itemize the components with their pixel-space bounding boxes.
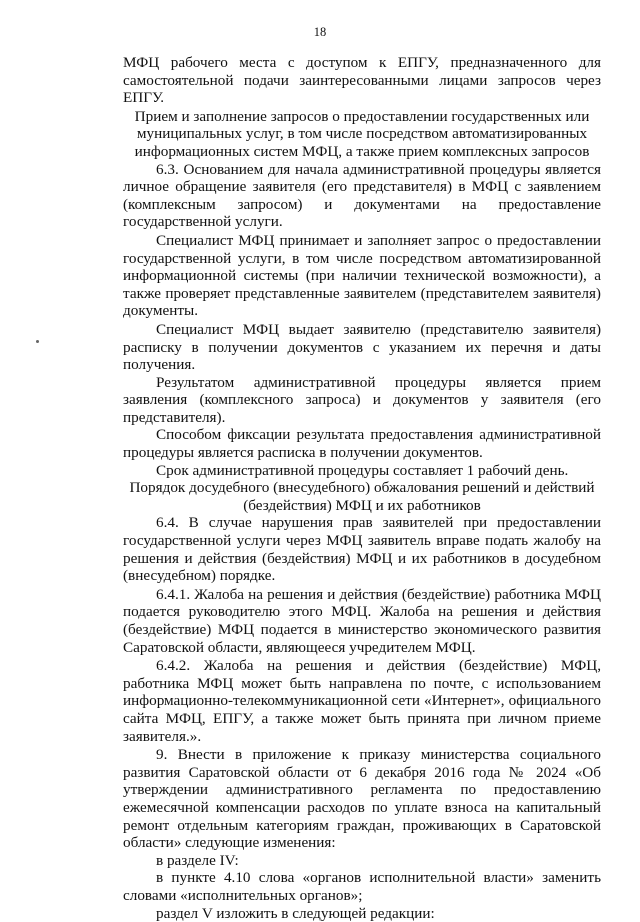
- paragraph: Специалист МФЦ выдает заявителю (представителю заявителя) расписку в получении документов с указанием их перечня и даты получения.: [123, 321, 601, 374]
- section-heading: Прием и заполнение запросов о предоставлении государственных или муниципальных услуг, в том числе посредством автоматизированных информационных систем МФЦ, а также прием комплексных запросов: [123, 108, 601, 161]
- scan-speck: [36, 340, 39, 343]
- paragraph: Способом фиксации результата предоставления административной процедуры является расписка в получении документов.: [123, 426, 601, 461]
- paragraph: МФЦ рабочего места с доступом к ЕПГУ, предназначенного для самостоятельной подачи заинтересованными лицами запросов через ЕПГУ.: [123, 54, 601, 107]
- paragraph: Результатом административной процедуры является прием заявления (комплексного запроса) и документов у заявителя (его представителя).: [123, 374, 601, 427]
- paragraph: 6.4. В случае нарушения прав заявителей при предоставлении государственной услуги через МФЦ заявитель вправе подать жалобу на решения и действия (бездействия) МФЦ и их работников в досудебном (внесудебном) порядке.: [123, 514, 601, 584]
- paragraph: 6.3. Основанием для начала административной процедуры является личное обращение заявителя (его представителя) в МФЦ с заявлением (комплексным запросом) и документами на предоставление государственной услуги.: [123, 161, 601, 231]
- page-number: 18: [0, 24, 640, 42]
- paragraph: Срок административной процедуры составляет 1 рабочий день.: [123, 462, 601, 480]
- section-heading: Порядок досудебного (внесудебного) обжалования решений и действий (бездействия) МФЦ и их работников: [123, 479, 601, 514]
- paragraph: 9. Внести в приложение к приказу министерства социального развития Саратовской области от 6 декабря 2016 года № 2024 «Об утверждении административного регламента по предоставлению ежемесячной компенсации расходов по уплате взноса на капитальный ремонт отдельным категориям граждан, проживающих в Саратовской области» следующие изменения:: [123, 746, 601, 852]
- paragraph: раздел V изложить в следующей редакции:: [123, 905, 601, 922]
- paragraph: в пункте 4.10 слова «органов исполнительной власти» заменить словами «исполнительных органов»;: [123, 869, 601, 904]
- paragraph: 6.4.1. Жалоба на решения и действия (бездействие) работника МФЦ подается руководителю этого МФЦ. Жалоба на решения и действия (бездействие) МФЦ подается в министерство экономического развития Саратовской области, являющееся учредителем МФЦ.: [123, 586, 601, 656]
- paragraph: Специалист МФЦ принимает и заполняет запрос о предоставлении государственной услуги, в том числе посредством автоматизированной информационной системы (при наличии технической возможности), а также проверяет представленные заявителем (представителем заявителя) документы.: [123, 232, 601, 320]
- document-body: [123, 54, 601, 922]
- paragraph: в разделе IV:: [123, 852, 601, 870]
- paragraph: 6.4.2. Жалоба на решения и действия (бездействие) МФЦ, работника МФЦ может быть направлена по почте, с использованием информационно-телекоммуникационной сети «Интернет», официального сайта МФЦ, ЕПГУ, а также может быть принята при личном приеме заявителя.».: [123, 657, 601, 745]
